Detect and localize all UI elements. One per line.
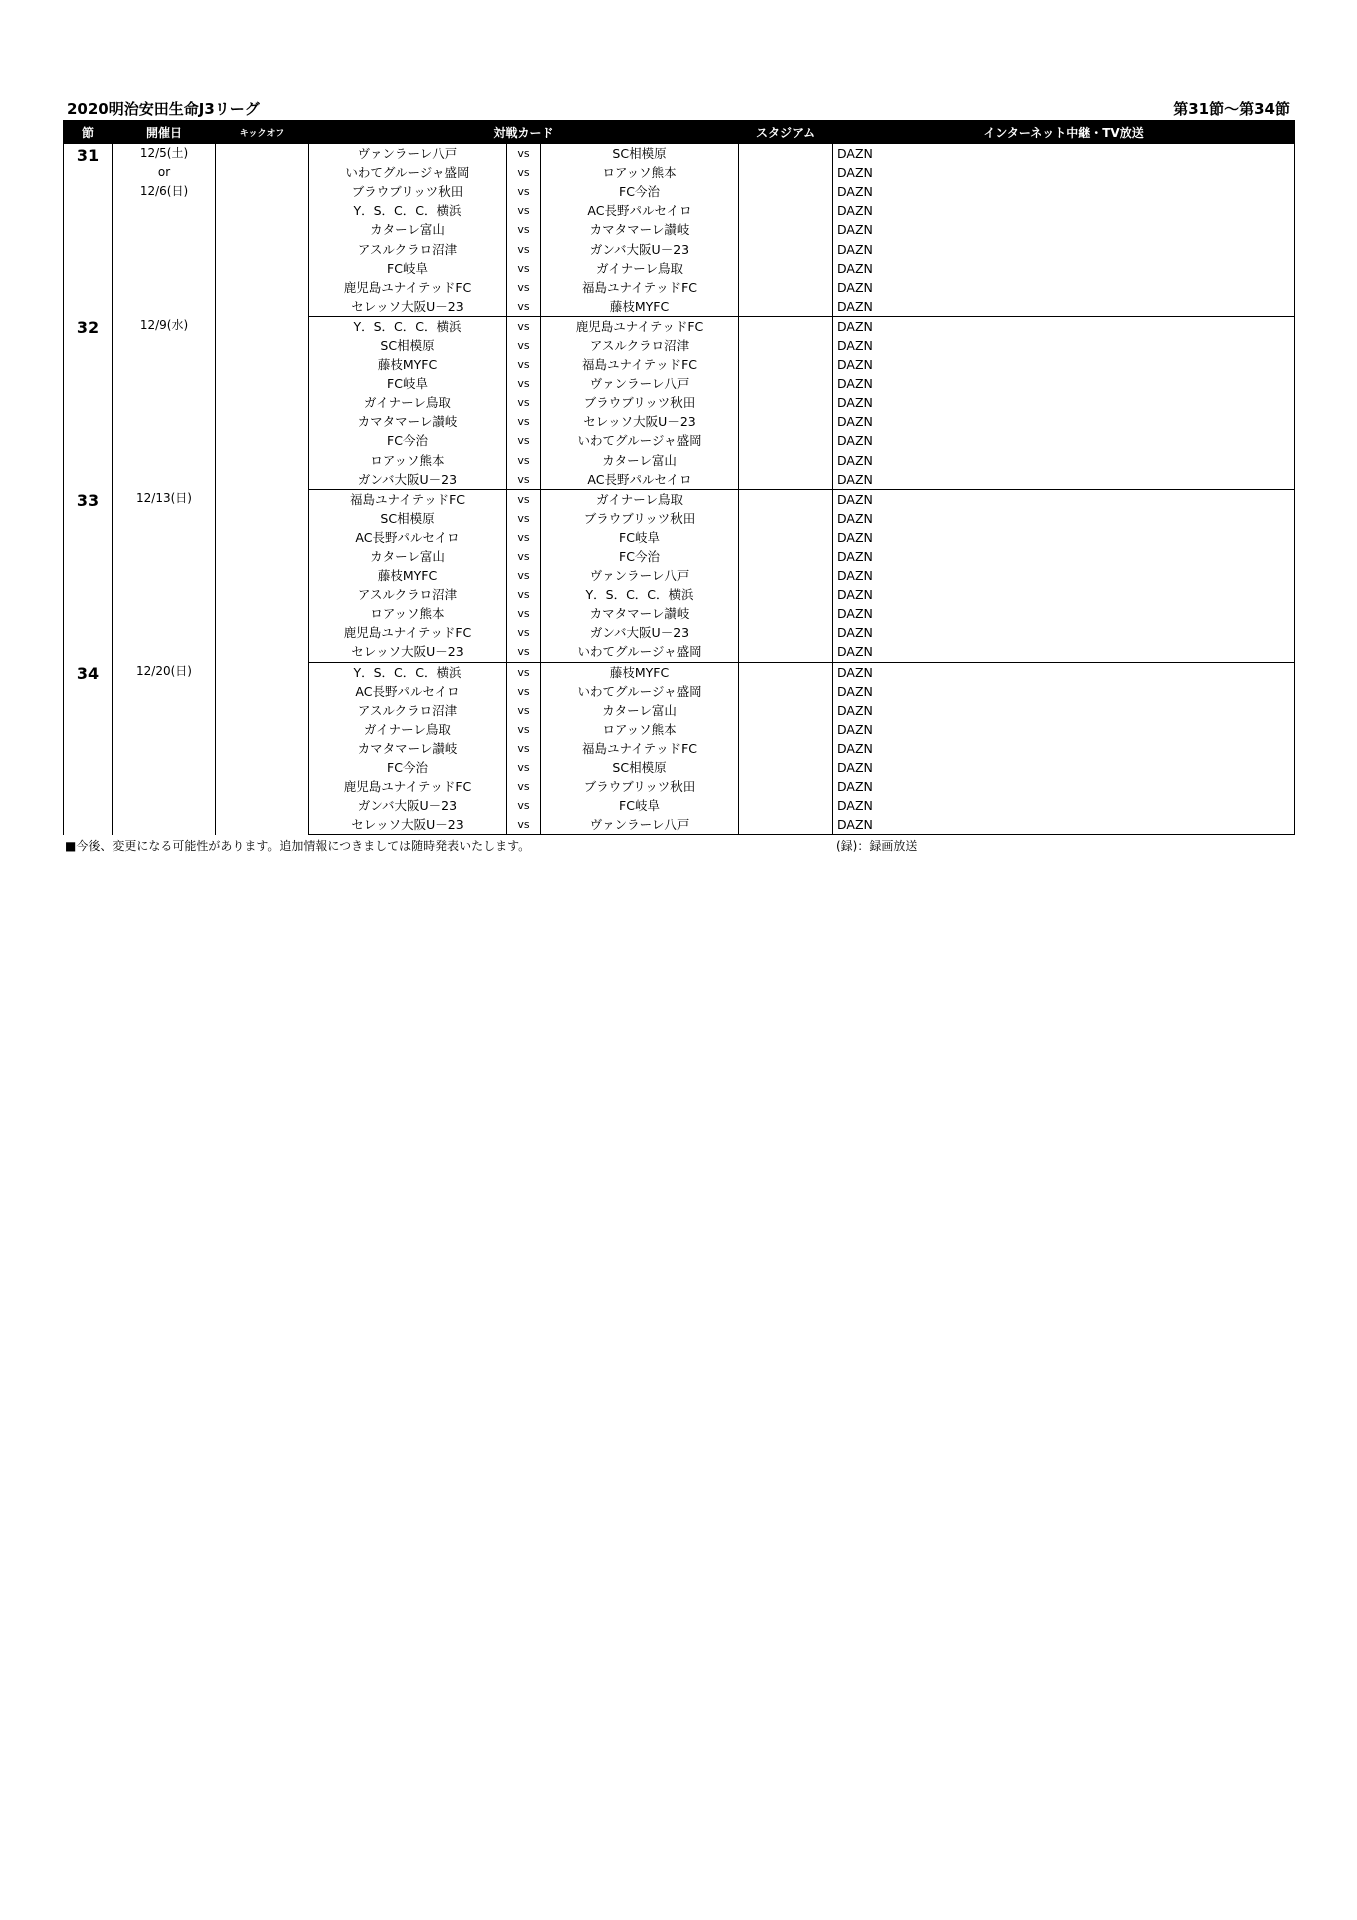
away-team: ロアッソ熊本 — [541, 720, 739, 739]
vs-label: vs — [507, 815, 541, 835]
date-line: 12/5(土) — [139, 146, 189, 160]
vs-label: vs — [507, 566, 541, 585]
broadcast-cell: DAZN — [833, 297, 1295, 317]
stadium-cell — [739, 201, 833, 220]
home-team: Y．S．C．C．横浜 — [309, 662, 507, 682]
header-broadcast: インターネット中継・TV放送 — [833, 121, 1295, 144]
vs-label: vs — [507, 796, 541, 815]
away-team: いわてグルージャ盛岡 — [541, 682, 739, 701]
stadium-cell — [739, 144, 833, 164]
stadium-cell — [739, 259, 833, 278]
home-team: カマタマーレ讃岐 — [309, 739, 507, 758]
home-team: Y．S．C．C．横浜 — [309, 201, 507, 220]
away-team: ブラウブリッツ秋田 — [541, 509, 739, 528]
vs-label: vs — [507, 585, 541, 604]
broadcast-cell: DAZN — [833, 182, 1295, 201]
away-team: FC岐阜 — [541, 528, 739, 547]
stadium-cell — [739, 796, 833, 815]
away-team: 藤枝MYFC — [541, 297, 739, 317]
broadcast-cell: DAZN — [833, 336, 1295, 355]
schedule-sheet — [63, 98, 1294, 855]
stadium-cell — [739, 220, 833, 239]
broadcast-cell: DAZN — [833, 623, 1295, 642]
vs-label: vs — [507, 355, 541, 374]
stadium-cell — [739, 547, 833, 566]
away-team: 福島ユナイテッドFC — [541, 739, 739, 758]
away-team: ブラウブリッツ秋田 — [541, 393, 739, 412]
away-team: 藤枝MYFC — [541, 662, 739, 682]
broadcast-cell: DAZN — [833, 220, 1295, 239]
home-team: アスルクラロ沼津 — [309, 239, 507, 258]
home-team: ガイナーレ鳥取 — [309, 393, 507, 412]
vs-label: vs — [507, 509, 541, 528]
stadium-cell — [739, 566, 833, 585]
stadium-cell — [739, 720, 833, 739]
kickoff-cell — [216, 489, 309, 662]
home-team: AC長野パルセイロ — [309, 528, 507, 547]
broadcast-cell: DAZN — [833, 528, 1295, 547]
home-team: カマタマーレ讃岐 — [309, 412, 507, 431]
broadcast-cell: DAZN — [833, 201, 1295, 220]
kickoff-cell — [216, 144, 309, 317]
home-team: FC岐阜 — [309, 259, 507, 278]
broadcast-cell: DAZN — [833, 796, 1295, 815]
away-team: AC長野パルセイロ — [541, 470, 739, 490]
broadcast-cell: DAZN — [833, 682, 1295, 701]
away-team: ロアッソ熊本 — [541, 163, 739, 182]
date-line: or — [157, 165, 171, 179]
stadium-cell — [739, 278, 833, 297]
schedule-body — [64, 144, 1295, 835]
broadcast-cell: DAZN — [833, 374, 1295, 393]
broadcast-cell: DAZN — [833, 412, 1295, 431]
broadcast-cell: DAZN — [833, 163, 1295, 182]
section-range: 第31節～第34節 — [1173, 100, 1290, 118]
section-number: 31 — [64, 144, 113, 317]
home-team: ロアッソ熊本 — [309, 604, 507, 623]
page-title: 2020明治安田生命J3リーグ — [67, 100, 260, 118]
stadium-cell — [739, 509, 833, 528]
stadium-cell — [739, 239, 833, 258]
vs-label: vs — [507, 720, 541, 739]
stadium-cell — [739, 528, 833, 547]
home-team: ガンバ大阪U－23 — [309, 796, 507, 815]
table-row — [64, 144, 1295, 164]
home-team: ガンバ大阪U－23 — [309, 470, 507, 490]
away-team: ガンバ大阪U－23 — [541, 623, 739, 642]
header-date: 開催日 — [113, 121, 216, 144]
vs-label: vs — [507, 489, 541, 509]
away-team: カマタマーレ讃岐 — [541, 220, 739, 239]
stadium-cell — [739, 316, 833, 336]
stadium-cell — [739, 182, 833, 201]
vs-label: vs — [507, 201, 541, 220]
vs-label: vs — [507, 662, 541, 682]
broadcast-cell: DAZN — [833, 239, 1295, 258]
away-team: ガンバ大阪U－23 — [541, 239, 739, 258]
away-team: ガイナーレ鳥取 — [541, 259, 739, 278]
home-team: ガイナーレ鳥取 — [309, 720, 507, 739]
stadium-cell — [739, 470, 833, 490]
stadium-cell — [739, 604, 833, 623]
home-team: AC長野パルセイロ — [309, 682, 507, 701]
vs-label: vs — [507, 701, 541, 720]
away-team: 福島ユナイテッドFC — [541, 355, 739, 374]
broadcast-cell: DAZN — [833, 739, 1295, 758]
kickoff-cell — [216, 662, 309, 835]
home-team: アスルクラロ沼津 — [309, 585, 507, 604]
vs-label: vs — [507, 431, 541, 450]
stadium-cell — [739, 701, 833, 720]
stadium-cell — [739, 642, 833, 662]
table-row — [64, 662, 1295, 682]
home-team: ヴァンラーレ八戸 — [309, 144, 507, 164]
vs-label: vs — [507, 374, 541, 393]
match-date — [113, 489, 216, 662]
broadcast-cell: DAZN — [833, 431, 1295, 450]
stadium-cell — [739, 623, 833, 642]
away-team: ブラウブリッツ秋田 — [541, 777, 739, 796]
stadium-cell — [739, 412, 833, 431]
home-team: ロアッソ熊本 — [309, 451, 507, 470]
home-team: FC岐阜 — [309, 374, 507, 393]
header-match: 対戦カード — [309, 121, 739, 144]
stadium-cell — [739, 451, 833, 470]
home-team: カターレ富山 — [309, 220, 507, 239]
home-team: 鹿児島ユナイテッドFC — [309, 278, 507, 297]
vs-label: vs — [507, 239, 541, 258]
match-date — [113, 662, 216, 835]
away-team: FC今治 — [541, 182, 739, 201]
vs-label: vs — [507, 451, 541, 470]
vs-label: vs — [507, 412, 541, 431]
away-team: ヴァンラーレ八戸 — [541, 374, 739, 393]
vs-label: vs — [507, 547, 541, 566]
stadium-cell — [739, 758, 833, 777]
broadcast-cell: DAZN — [833, 585, 1295, 604]
stadium-cell — [739, 336, 833, 355]
table-header — [64, 121, 1295, 144]
vs-label: vs — [507, 777, 541, 796]
broadcast-cell: DAZN — [833, 758, 1295, 777]
broadcast-cell: DAZN — [833, 451, 1295, 470]
vs-label: vs — [507, 623, 541, 642]
stadium-cell — [739, 682, 833, 701]
kickoff-cell — [216, 316, 309, 489]
footer-legend: (録)：録画放送 — [836, 839, 918, 854]
stadium-cell — [739, 393, 833, 412]
vs-label: vs — [507, 297, 541, 317]
home-team: カターレ富山 — [309, 547, 507, 566]
match-date — [113, 316, 216, 489]
broadcast-cell: DAZN — [833, 642, 1295, 662]
schedule-table — [63, 120, 1295, 835]
vs-label: vs — [507, 220, 541, 239]
broadcast-cell: DAZN — [833, 470, 1295, 490]
stadium-cell — [739, 585, 833, 604]
header-stadium: スタジアム — [739, 121, 833, 144]
footer — [63, 835, 1294, 855]
home-team: 鹿児島ユナイテッドFC — [309, 777, 507, 796]
away-team: カターレ富山 — [541, 701, 739, 720]
broadcast-cell: DAZN — [833, 316, 1295, 336]
vs-label: vs — [507, 336, 541, 355]
vs-label: vs — [507, 278, 541, 297]
away-team: いわてグルージャ盛岡 — [541, 642, 739, 662]
home-team: アスルクラロ沼津 — [309, 701, 507, 720]
away-team: カマタマーレ讃岐 — [541, 604, 739, 623]
vs-label: vs — [507, 393, 541, 412]
broadcast-cell: DAZN — [833, 278, 1295, 297]
title-row — [63, 98, 1294, 120]
broadcast-cell: DAZN — [833, 566, 1295, 585]
stadium-cell — [739, 815, 833, 835]
stadium-cell — [739, 297, 833, 317]
stadium-cell — [739, 431, 833, 450]
date-line: 12/9(水) — [139, 318, 189, 333]
away-team: ヴァンラーレ八戸 — [541, 566, 739, 585]
broadcast-cell: DAZN — [833, 259, 1295, 278]
away-team: ヴァンラーレ八戸 — [541, 815, 739, 835]
broadcast-cell: DAZN — [833, 393, 1295, 412]
home-team: SC相模原 — [309, 336, 507, 355]
match-date — [113, 144, 216, 317]
broadcast-cell: DAZN — [833, 604, 1295, 623]
home-team: セレッソ大阪U－23 — [309, 815, 507, 835]
date-line: 12/6(日) — [139, 184, 189, 198]
home-team: 藤枝MYFC — [309, 566, 507, 585]
home-team: 福島ユナイテッドFC — [309, 489, 507, 509]
away-team: ガイナーレ鳥取 — [541, 489, 739, 509]
stadium-cell — [739, 777, 833, 796]
vs-label: vs — [507, 316, 541, 336]
vs-label: vs — [507, 163, 541, 182]
home-team: 藤枝MYFC — [309, 355, 507, 374]
header-kickoff: キックオフ — [216, 121, 309, 144]
section-number: 34 — [64, 662, 113, 835]
section-number: 32 — [64, 316, 113, 489]
home-team: SC相模原 — [309, 509, 507, 528]
away-team: SC相模原 — [541, 144, 739, 164]
stadium-cell — [739, 374, 833, 393]
away-team: セレッソ大阪U－23 — [541, 412, 739, 431]
table-row — [64, 489, 1295, 509]
broadcast-cell: DAZN — [833, 777, 1295, 796]
home-team: セレッソ大阪U－23 — [309, 297, 507, 317]
date-line: 12/20(日) — [136, 664, 192, 679]
vs-label: vs — [507, 528, 541, 547]
away-team: Y．S．C．C．横浜 — [541, 585, 739, 604]
home-team: FC今治 — [309, 758, 507, 777]
broadcast-cell: DAZN — [833, 144, 1295, 164]
vs-label: vs — [507, 144, 541, 164]
away-team: いわてグルージャ盛岡 — [541, 431, 739, 450]
table-row — [64, 316, 1295, 336]
away-team: FC今治 — [541, 547, 739, 566]
away-team: FC岐阜 — [541, 796, 739, 815]
home-team: Y．S．C．C．横浜 — [309, 316, 507, 336]
home-team: FC今治 — [309, 431, 507, 450]
away-team: アスルクラロ沼津 — [541, 336, 739, 355]
away-team: 鹿児島ユナイテッドFC — [541, 316, 739, 336]
broadcast-cell: DAZN — [833, 355, 1295, 374]
broadcast-cell: DAZN — [833, 509, 1295, 528]
home-team: いわてグルージャ盛岡 — [309, 163, 507, 182]
vs-label: vs — [507, 182, 541, 201]
date-line: 12/13(日) — [136, 491, 192, 506]
broadcast-cell: DAZN — [833, 547, 1295, 566]
stadium-cell — [739, 662, 833, 682]
header-section: 節 — [64, 121, 113, 144]
footer-note: ■今後、変更になる可能性があります。追加情報につきましては随時発表いたします。 — [65, 839, 531, 854]
vs-label: vs — [507, 259, 541, 278]
away-team: 福島ユナイテッドFC — [541, 278, 739, 297]
home-team: ブラウブリッツ秋田 — [309, 182, 507, 201]
vs-label: vs — [507, 642, 541, 662]
broadcast-cell: DAZN — [833, 815, 1295, 835]
stadium-cell — [739, 739, 833, 758]
vs-label: vs — [507, 739, 541, 758]
broadcast-cell: DAZN — [833, 662, 1295, 682]
away-team: AC長野パルセイロ — [541, 201, 739, 220]
away-team: SC相模原 — [541, 758, 739, 777]
broadcast-cell: DAZN — [833, 720, 1295, 739]
away-team: カターレ富山 — [541, 451, 739, 470]
section-number: 33 — [64, 489, 113, 662]
stadium-cell — [739, 163, 833, 182]
home-team: 鹿児島ユナイテッドFC — [309, 623, 507, 642]
broadcast-cell: DAZN — [833, 701, 1295, 720]
broadcast-cell: DAZN — [833, 489, 1295, 509]
home-team: セレッソ大阪U－23 — [309, 642, 507, 662]
vs-label: vs — [507, 682, 541, 701]
vs-label: vs — [507, 470, 541, 490]
vs-label: vs — [507, 604, 541, 623]
vs-label: vs — [507, 758, 541, 777]
stadium-cell — [739, 489, 833, 509]
stadium-cell — [739, 355, 833, 374]
